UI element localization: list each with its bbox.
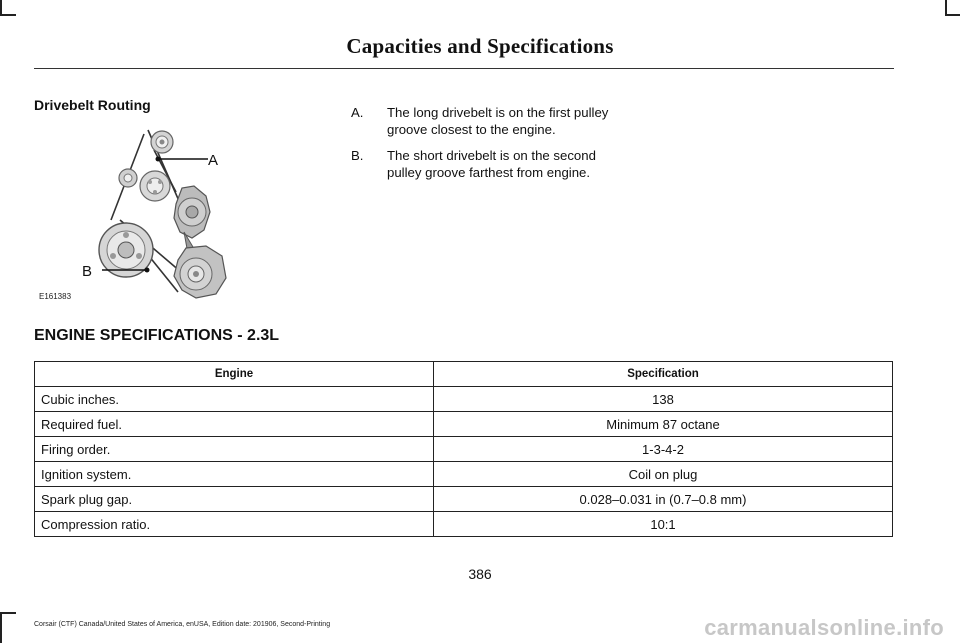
table-row: [35, 387, 893, 412]
table-row: [35, 462, 893, 487]
callout-label-b: B: [82, 263, 93, 280]
table-row: [35, 412, 893, 437]
spec-name: Spark plug gap.: [35, 487, 434, 512]
callout-label-a: A: [208, 152, 219, 169]
note-letter: B.: [351, 148, 364, 163]
engine-specs-heading: ENGINE SPECIFICATIONS - 2.3L: [34, 327, 280, 344]
page-title: Capacities and Specifications: [346, 34, 614, 58]
table-header-row: [35, 362, 893, 387]
engine-specs-table: [34, 361, 893, 537]
small-pulley: [119, 169, 137, 187]
crop-mark: [0, 612, 2, 643]
note-item: [351, 104, 611, 138]
crop-mark: [0, 14, 16, 16]
ac-compressor: [174, 246, 226, 298]
spec-name: Compression ratio.: [35, 512, 434, 537]
drivebelt-diagram: [36, 122, 246, 307]
table-row: [35, 512, 893, 537]
idler-pulley: [151, 131, 173, 153]
note-item: [351, 147, 611, 181]
header-rule: [34, 68, 894, 69]
note-text: The short drivebelt is on the second pulley groove farthest from engine.: [387, 148, 596, 180]
spec-name: Ignition system.: [35, 462, 434, 487]
spec-name: Firing order.: [35, 437, 434, 462]
note-letter: A.: [351, 105, 364, 120]
drivebelt-heading: Drivebelt Routing: [34, 97, 151, 113]
spec-value: 1-3-4-2: [434, 437, 893, 462]
crop-mark: [0, 612, 16, 614]
figure-code: E161383: [39, 292, 72, 301]
column-header-specification: Specification: [434, 362, 893, 387]
note-text: The long drivebelt is on the first pulley groove closest to the engine.: [387, 105, 609, 137]
alternator: [174, 186, 210, 254]
spec-value: Minimum 87 octane: [434, 412, 893, 437]
spec-value: 138: [434, 387, 893, 412]
spec-value: 10:1: [434, 512, 893, 537]
table-row: [35, 437, 893, 462]
table-row: [35, 487, 893, 512]
spec-value: Coil on plug: [434, 462, 893, 487]
water-pump-pulley: [140, 171, 170, 201]
spec-name: Cubic inches.: [35, 387, 434, 412]
watermark-logo: carmanualsonline.info: [704, 615, 944, 640]
drivebelt-notes: [351, 104, 611, 190]
spec-name: Required fuel.: [35, 412, 434, 437]
edition-footer: Corsair (CTF) Canada/United States of America, enUSA, Edition date: 201906, Second-Printing: [34, 621, 331, 628]
crop-mark: [945, 14, 960, 16]
spec-value: 0.028–0.031 in (0.7–0.8 mm): [434, 487, 893, 512]
column-header-engine: Engine: [35, 362, 434, 387]
page-number: 386: [468, 566, 492, 582]
